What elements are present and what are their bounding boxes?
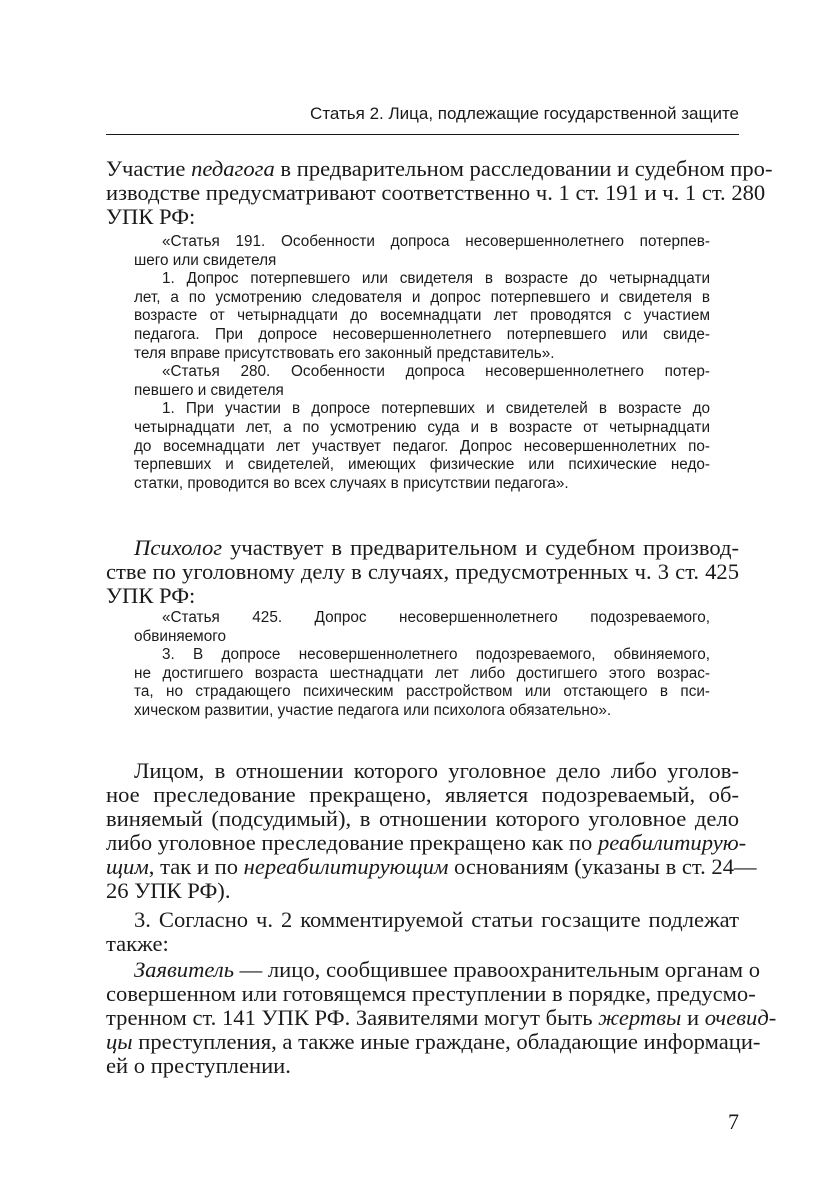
emphasis: очевид- <box>704 1005 777 1030</box>
emphasis: педагога <box>191 156 275 181</box>
quote-line: «Статья 425. Допрос несовершеннолетнего подозреваемого, <box>162 609 710 626</box>
quote-line: «Статья 280. Особенности допроса несовершеннолетнего потер- <box>162 363 710 381</box>
text-line: Лицом, в отношении которого уголовное дело либо уголов- <box>134 758 739 783</box>
text-line: УПК РФ: <box>106 204 196 229</box>
text-line: тренном ст. 141 УПК РФ. Заявителями могут быть жертвы и очевид- <box>106 1005 777 1030</box>
quote-line: педагога. При допросе несовершеннолетнего потерпевшего или свиде- <box>134 325 710 343</box>
text-line: Заявитель — лицо, сообщившее правоохранительным органам о <box>134 957 761 982</box>
emphasis: нереабилитирующим <box>243 854 449 879</box>
emphasis: жертвы <box>598 1005 682 1030</box>
emphasis: цы <box>106 1029 133 1054</box>
header-rule <box>106 134 739 135</box>
paragraph-also-subject <box>106 908 739 956</box>
quote-line: 1. Допрос потерпевшего или свидетеля в возрасте до четырнадцати <box>162 270 710 288</box>
text-line: Психолог участвует в предварительном и судебном производ- <box>134 535 739 560</box>
quote-line: четырнадцати лет, а по усмотрению суда и в возрасте от четырнадцати <box>134 418 710 436</box>
quote-line: до восемнадцати лет участвует педагог. Допрос несовершеннолетних по- <box>134 437 710 455</box>
quote-line: хическом развитии, участие педагога или психолога обязательно». <box>134 701 612 719</box>
quote-line: 3. В допросе несовершеннолетнего подозреваемого, обвиняемого, <box>162 646 710 664</box>
quote-line: не достигшего возраста шестнадцати лет либо достигшего этого возрас- <box>134 664 710 682</box>
emphasis: щим <box>106 854 149 879</box>
text-line: 26 УПК РФ). <box>106 878 231 903</box>
text-line: также: <box>106 931 169 956</box>
text-line: цы преступления, а также иные граждане, обладающие информаци- <box>106 1029 761 1054</box>
quote-line: возрасте от четырнадцати до восемнадцати лет проводятся с участием <box>134 307 710 325</box>
text-line: виняемый (подсудимый), в отношении которого уголовное дело <box>106 806 739 831</box>
emphasis: Заявитель <box>134 957 235 982</box>
quote-line: та, но страдающего психическим расстройством или отстающего в пси- <box>134 683 710 701</box>
quote-articles-191-280 <box>134 233 710 493</box>
text-line: ное преследование прекращено, является подозреваемый, об- <box>106 782 739 807</box>
text-line: щим, так и по нереабилитирующим основаниям (указаны в ст. 24— <box>106 854 757 879</box>
quote-article-425 <box>134 609 710 721</box>
emphasis: реабилитирую- <box>597 830 747 855</box>
quote-line: «Статья 191. Особенности допроса несовершеннолетнего потерпев- <box>162 233 710 250</box>
quote-line: терпевших и свидетелей, имеющих физические или психические недо- <box>134 456 710 474</box>
paragraph-psychologist <box>106 536 739 608</box>
quote-line: лет, а по усмотрению следователя и допрос потерпевшего и свидетеля в <box>134 288 710 306</box>
emphasis: Психолог <box>134 535 223 560</box>
quote-line: обвиняемого <box>134 627 226 645</box>
quote-line: теля вправе присутствовать его законный представитель». <box>134 344 555 362</box>
text-line: стве по уголовному делу в случаях, предусмотренных ч. 3 ст. 425 <box>106 559 739 584</box>
text-line: либо уголовное преследование прекращено как по реабилитирую- <box>106 830 747 855</box>
quote-line: статки, проводится во всех случаях в присутствии педагога». <box>134 474 569 492</box>
paragraph-applicant <box>106 957 777 1078</box>
paragraph-pedagogue <box>106 156 773 229</box>
quote-line: 1. При участии в допросе потерпевших и свидетелей в возрасте до <box>162 400 710 418</box>
text-line: 3. Согласно ч. 2 комментируемой статьи госзащите подлежат <box>134 907 739 932</box>
text-line: ей о преступлении. <box>106 1053 291 1078</box>
page-number: 7 <box>728 1109 739 1134</box>
text-line: изводстве предусматривают соответственно ч. 1 ст. 191 и ч. 1 ст. 280 <box>106 180 766 205</box>
text-line: совершенном или готовящемся преступлении в порядке, предусмо- <box>106 981 756 1006</box>
quote-line: шего или свидетеля <box>134 251 277 269</box>
text-line: УПК РФ: <box>106 583 196 608</box>
quote-line: певшего и свидетеля <box>134 381 284 399</box>
text-line: Участие педагога в предварительном расследовании и судебном про- <box>106 156 773 181</box>
running-head: Статья 2. Лица, подлежащие государственной защите <box>310 104 739 123</box>
paragraph-terminated-case <box>106 758 757 903</box>
